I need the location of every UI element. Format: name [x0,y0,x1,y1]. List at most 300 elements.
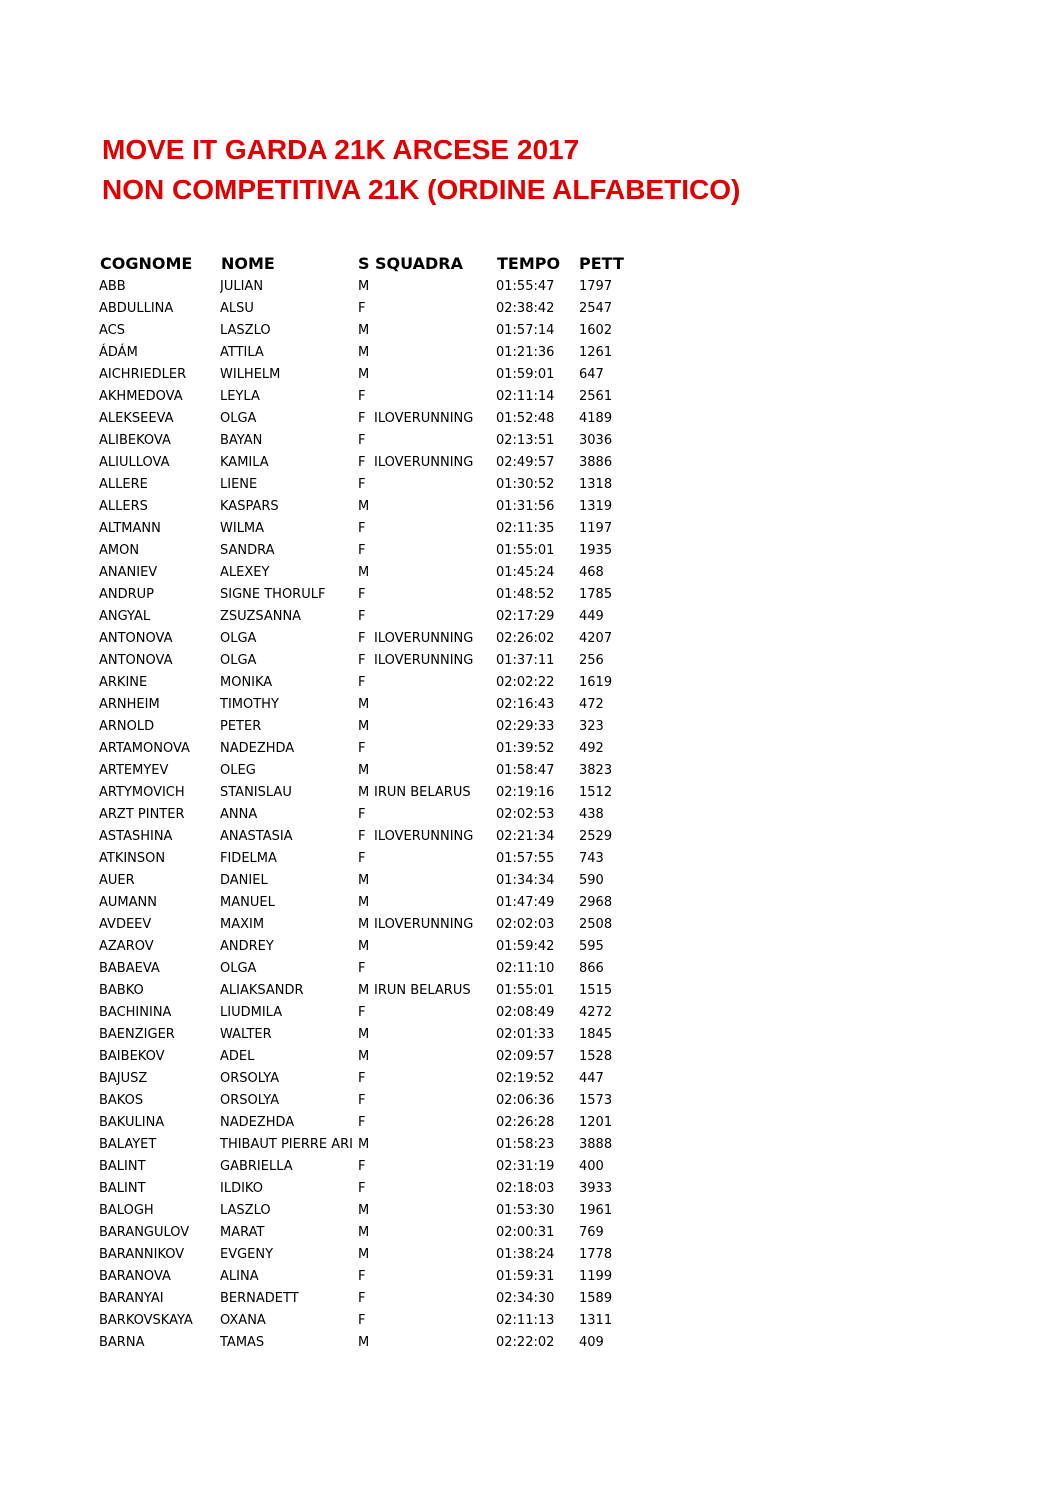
cognome-cell: ANTONOVA [99,631,173,646]
nome-cell: STANISLAU [220,785,292,800]
sesso-cell: F [358,807,366,822]
cognome-cell: BABKO [99,983,144,998]
pett-cell: 595 [579,939,604,954]
sesso-cell: M [358,719,370,734]
table-row [0,408,1058,430]
pett-cell: 438 [579,807,604,822]
pett-cell: 1797 [579,279,613,294]
pett-cell: 400 [579,1159,604,1174]
cognome-cell: AICHRIEDLER [99,367,187,382]
tempo-cell: 01:53:30 [496,1203,555,1218]
cognome-cell: BACHININA [99,1005,172,1020]
pett-cell: 1619 [579,675,613,690]
table-row [0,1244,1058,1266]
nome-cell: TIMOTHY [220,697,279,712]
cognome-cell: BALINT [99,1181,146,1196]
table-row [0,782,1058,804]
tempo-cell: 01:48:52 [496,587,555,602]
tempo-cell: 02:11:13 [496,1313,555,1328]
table-row [0,958,1058,980]
tempo-cell: 01:58:47 [496,763,555,778]
nome-cell: SIGNE THORULF [220,587,326,602]
cognome-cell: ACS [99,323,125,338]
sesso-cell: M [358,697,370,712]
cognome-cell: BALINT [99,1159,146,1174]
tempo-cell: 01:30:52 [496,477,555,492]
pett-cell: 492 [579,741,604,756]
pett-cell: 2529 [579,829,613,844]
nome-cell: ORSOLYA [220,1071,280,1086]
pett-cell: 769 [579,1225,604,1240]
squadra-cell: IRUN BELARUS [374,785,471,800]
cognome-cell: ALIULLOVA [99,455,170,470]
pett-cell: 866 [579,961,604,976]
sesso-cell: F [358,1291,366,1306]
nome-cell: EVGENY [220,1247,274,1262]
tempo-cell: 02:01:33 [496,1027,555,1042]
table-row [0,848,1058,870]
sesso-cell: M [358,939,370,954]
sesso-cell: F [358,741,366,756]
table-row [0,1090,1058,1112]
sesso-cell: M [358,345,370,360]
sesso-cell: M [358,873,370,888]
header-tempo: TEMPO [497,254,561,273]
pett-cell: 2561 [579,389,613,404]
tempo-cell: 02:26:28 [496,1115,555,1130]
tempo-cell: 01:21:36 [496,345,555,360]
sesso-cell: M [358,917,370,932]
cognome-cell: BALAYET [99,1137,157,1152]
tempo-cell: 02:34:30 [496,1291,555,1306]
table-row [0,1222,1058,1244]
nome-cell: ALEXEY [220,565,270,580]
tempo-cell: 02:17:29 [496,609,555,624]
nome-cell: KAMILA [220,455,269,470]
tempo-cell: 02:11:14 [496,389,555,404]
table-row [0,650,1058,672]
table-row [0,1112,1058,1134]
tempo-cell: 01:52:48 [496,411,555,426]
pett-cell: 1201 [579,1115,613,1130]
page-title: MOVE IT GARDA 21K ARCESE 2017 [102,134,580,165]
cognome-cell: ARKINE [99,675,148,690]
tempo-cell: 02:09:57 [496,1049,555,1064]
cognome-cell: ALLERE [99,477,148,492]
header-nome: NOME [221,254,275,273]
nome-cell: WILHELM [220,367,281,382]
cognome-cell: BAKOS [99,1093,144,1108]
tempo-cell: 01:55:01 [496,543,555,558]
table-row [0,452,1058,474]
tempo-cell: 02:13:51 [496,433,555,448]
header-squadra: SQUADRA [375,254,463,273]
squadra-cell: ILOVERUNNING [374,411,474,426]
nome-cell: WALTER [220,1027,272,1042]
pett-cell: 323 [579,719,604,734]
cognome-cell: AMON [99,543,140,558]
nome-cell: OLGA [220,411,257,426]
cognome-cell: ARTEMYEV [99,763,169,778]
cognome-cell: ABB [99,279,126,294]
table-row [0,672,1058,694]
tempo-cell: 02:02:53 [496,807,555,822]
header-sesso: S [358,254,370,273]
sesso-cell: F [358,411,366,426]
table-row [0,320,1058,342]
sesso-cell: F [358,1093,366,1108]
nome-cell: ORSOLYA [220,1093,280,1108]
nome-cell: OXANA [220,1313,266,1328]
table-body [0,276,1058,1354]
tempo-cell: 01:55:47 [496,279,555,294]
tempo-cell: 01:39:52 [496,741,555,756]
tempo-cell: 01:58:23 [496,1137,555,1152]
nome-cell: ALINA [220,1269,259,1284]
cognome-cell: BARNA [99,1335,145,1350]
cognome-cell: AZAROV [99,939,154,954]
nome-cell: MONIKA [220,675,273,690]
sesso-cell: F [358,851,366,866]
sesso-cell: F [358,587,366,602]
cognome-cell: ARNHEIM [99,697,160,712]
table-row [0,562,1058,584]
cognome-cell: ANGYAL [99,609,151,624]
sesso-cell: F [358,301,366,316]
cognome-cell: BARANYAI [99,1291,164,1306]
pett-cell: 743 [579,851,604,866]
pett-cell: 2508 [579,917,613,932]
pett-cell: 1528 [579,1049,613,1064]
nome-cell: PETER [220,719,262,734]
tempo-cell: 01:57:55 [496,851,555,866]
pett-cell: 472 [579,697,604,712]
pett-cell: 1778 [579,1247,613,1262]
nome-cell: LIENE [220,477,258,492]
pett-cell: 4272 [579,1005,613,1020]
sesso-cell: M [358,983,370,998]
tempo-cell: 01:38:24 [496,1247,555,1262]
squadra-cell: ILOVERUNNING [374,829,474,844]
table-row [0,1046,1058,1068]
pett-cell: 3886 [579,455,613,470]
nome-cell: ATTILA [220,345,264,360]
cognome-cell: BAKULINA [99,1115,165,1130]
cognome-cell: ANDRUP [99,587,155,602]
nome-cell: TAMAS [220,1335,265,1350]
tempo-cell: 01:47:49 [496,895,555,910]
cognome-cell: ALIBEKOVA [99,433,171,448]
pett-cell: 1935 [579,543,613,558]
sesso-cell: M [358,1137,370,1152]
nome-cell: LEYLA [220,389,260,404]
table-row [0,496,1058,518]
tempo-cell: 02:11:35 [496,521,555,536]
pett-cell: 1845 [579,1027,613,1042]
cognome-cell: ARZT PINTER [99,807,185,822]
sesso-cell: M [358,1335,370,1350]
cognome-cell: ABDULLINA [99,301,174,316]
nome-cell: ADEL [220,1049,255,1064]
tempo-cell: 01:45:24 [496,565,555,580]
cognome-cell: BABAEVA [99,961,160,976]
cognome-cell: ATKINSON [99,851,166,866]
nome-cell: NADEZHDA [220,1115,295,1130]
tempo-cell: 01:59:42 [496,939,555,954]
pett-cell: 4207 [579,631,613,646]
sesso-cell: F [358,1071,366,1086]
table-row [0,1200,1058,1222]
table-row [0,474,1058,496]
table-row [0,936,1058,958]
sesso-cell: M [358,279,370,294]
sesso-cell: M [358,499,370,514]
nome-cell: WILMA [220,521,265,536]
cognome-cell: AKHMEDOVA [99,389,183,404]
header-cognome: COGNOME [100,254,193,273]
pett-cell: 3823 [579,763,613,778]
tempo-cell: 02:26:02 [496,631,555,646]
nome-cell: OLGA [220,631,257,646]
tempo-cell: 02:02:22 [496,675,555,690]
table-row [0,1178,1058,1200]
pett-cell: 449 [579,609,604,624]
sesso-cell: F [358,961,366,976]
pett-cell: 1319 [579,499,613,514]
nome-cell: LASZLO [220,323,271,338]
pett-cell: 1602 [579,323,613,338]
sesso-cell: F [358,1159,366,1174]
pett-cell: 1311 [579,1313,613,1328]
tempo-cell: 02:06:36 [496,1093,555,1108]
table-row [0,694,1058,716]
cognome-cell: ANTONOVA [99,653,173,668]
table-row [0,914,1058,936]
cognome-cell: ARNOLD [99,719,155,734]
tempo-cell: 02:18:03 [496,1181,555,1196]
tempo-cell: 02:19:16 [496,785,555,800]
nome-cell: ANDREY [220,939,274,954]
cognome-cell: BAJUSZ [99,1071,148,1086]
sesso-cell: M [358,367,370,382]
table-row [0,1134,1058,1156]
cognome-cell: ALEKSEEVA [99,411,174,426]
nome-cell: MAXIM [220,917,265,932]
nome-cell: ALSU [220,301,254,316]
sesso-cell: F [358,1005,366,1020]
sesso-cell: F [358,653,366,668]
table-row [0,518,1058,540]
nome-cell: DANIEL [220,873,268,888]
table-row [0,342,1058,364]
page-subtitle: NON COMPETITIVA 21K (ORDINE ALFABETICO) [102,174,741,205]
squadra-cell: ILOVERUNNING [374,653,474,668]
sesso-cell: M [358,1049,370,1064]
nome-cell: LASZLO [220,1203,271,1218]
table-row [0,870,1058,892]
squadra-cell: ILOVERUNNING [374,631,474,646]
sesso-cell: M [358,1027,370,1042]
nome-cell: THIBAUT PIERRE ARI [220,1137,354,1152]
nome-cell: MARAT [220,1225,265,1240]
tempo-cell: 02:19:52 [496,1071,555,1086]
nome-cell: FIDELMA [220,851,277,866]
sesso-cell: F [358,477,366,492]
table-row [0,276,1058,298]
tempo-cell: 02:08:49 [496,1005,555,1020]
cognome-cell: ARTYMOVICH [99,785,185,800]
cognome-cell: BAIBEKOV [99,1049,165,1064]
cognome-cell: BALOGH [99,1203,154,1218]
sesso-cell: F [358,455,366,470]
pett-cell: 1515 [579,983,613,998]
table-row [0,1156,1058,1178]
cognome-cell: BARANOVA [99,1269,171,1284]
nome-cell: ALIAKSANDR [220,983,304,998]
table-row [0,1266,1058,1288]
table-row [0,826,1058,848]
table-row [0,738,1058,760]
pett-cell: 2968 [579,895,613,910]
tempo-cell: 02:49:57 [496,455,555,470]
sesso-cell: M [358,323,370,338]
cognome-cell: ANANIEV [99,565,158,580]
pett-cell: 2547 [579,301,613,316]
pett-cell: 3036 [579,433,613,448]
sesso-cell: F [358,1313,366,1328]
pett-cell: 3933 [579,1181,613,1196]
squadra-cell: IRUN BELARUS [374,983,471,998]
table-row [0,892,1058,914]
cognome-cell: AUMANN [99,895,157,910]
table-row [0,584,1058,606]
cognome-cell: BARANGULOV [99,1225,190,1240]
sesso-cell: M [358,785,370,800]
table-row [0,386,1058,408]
sesso-cell: F [358,1181,366,1196]
table-row [0,606,1058,628]
sesso-cell: F [358,609,366,624]
cognome-cell: ÁDÁM [99,345,138,360]
sesso-cell: M [358,763,370,778]
cognome-cell: ALTMANN [99,521,161,536]
pett-cell: 3888 [579,1137,613,1152]
nome-cell: BAYAN [220,433,263,448]
sesso-cell: F [358,521,366,536]
cognome-cell: ASTASHINA [99,829,173,844]
tempo-cell: 02:38:42 [496,301,555,316]
sesso-cell: M [358,1225,370,1240]
table-row [0,760,1058,782]
nome-cell: OLEG [220,763,256,778]
nome-cell: MANUEL [220,895,275,910]
cognome-cell: AUER [99,873,135,888]
nome-cell: NADEZHDA [220,741,295,756]
table-row [0,1288,1058,1310]
nome-cell: JULIAN [220,279,264,294]
tempo-cell: 02:16:43 [496,697,555,712]
pett-cell: 1589 [579,1291,613,1306]
cognome-cell: ARTAMONOVA [99,741,190,756]
table-row [0,804,1058,826]
pett-cell: 447 [579,1071,604,1086]
nome-cell: ANASTASIA [220,829,293,844]
pett-cell: 256 [579,653,604,668]
table-row [0,1068,1058,1090]
table-row [0,1002,1058,1024]
tempo-cell: 01:31:56 [496,499,555,514]
sesso-cell: M [358,895,370,910]
table-row [0,298,1058,320]
sesso-cell: F [358,829,366,844]
tempo-cell: 02:11:10 [496,961,555,976]
table-row [0,1024,1058,1046]
pett-cell: 590 [579,873,604,888]
cognome-cell: BARANNIKOV [99,1247,185,1262]
pett-cell: 1961 [579,1203,613,1218]
table-row [0,364,1058,386]
pett-cell: 1512 [579,785,613,800]
sesso-cell: F [358,433,366,448]
pett-cell: 468 [579,565,604,580]
tempo-cell: 02:21:34 [496,829,555,844]
squadra-cell: ILOVERUNNING [374,917,474,932]
sesso-cell: M [358,1203,370,1218]
cognome-cell: AVDEEV [99,917,152,932]
table-row [0,980,1058,1002]
sesso-cell: M [358,1247,370,1262]
table-row [0,1310,1058,1332]
tempo-cell: 01:55:01 [496,983,555,998]
header-pett: PETT [579,254,624,273]
pett-cell: 409 [579,1335,604,1350]
nome-cell: LIUDMILA [220,1005,283,1020]
nome-cell: OLGA [220,653,257,668]
table-row [0,540,1058,562]
table-row [0,1332,1058,1354]
cognome-cell: BAENZIGER [99,1027,175,1042]
cognome-cell: ALLERS [99,499,148,514]
tempo-cell: 01:59:31 [496,1269,555,1284]
tempo-cell: 01:37:11 [496,653,555,668]
pett-cell: 647 [579,367,604,382]
table-row [0,430,1058,452]
nome-cell: ZSUZSANNA [220,609,302,624]
table-row [0,628,1058,650]
tempo-cell: 02:31:19 [496,1159,555,1174]
tempo-cell: 02:22:02 [496,1335,555,1350]
sesso-cell: F [358,389,366,404]
squadra-cell: ILOVERUNNING [374,455,474,470]
tempo-cell: 02:00:31 [496,1225,555,1240]
tempo-cell: 01:57:14 [496,323,555,338]
nome-cell: SANDRA [220,543,275,558]
sesso-cell: M [358,565,370,580]
nome-cell: BERNADETT [220,1291,299,1306]
table-row [0,716,1058,738]
pett-cell: 1785 [579,587,613,602]
tempo-cell: 01:59:01 [496,367,555,382]
nome-cell: KASPARS [220,499,279,514]
pett-cell: 1318 [579,477,613,492]
pett-cell: 1261 [579,345,613,360]
sesso-cell: F [358,543,366,558]
nome-cell: ANNA [220,807,258,822]
tempo-cell: 02:29:33 [496,719,555,734]
sesso-cell: F [358,1269,366,1284]
pett-cell: 1199 [579,1269,613,1284]
cognome-cell: BARKOVSKAYA [99,1313,193,1328]
